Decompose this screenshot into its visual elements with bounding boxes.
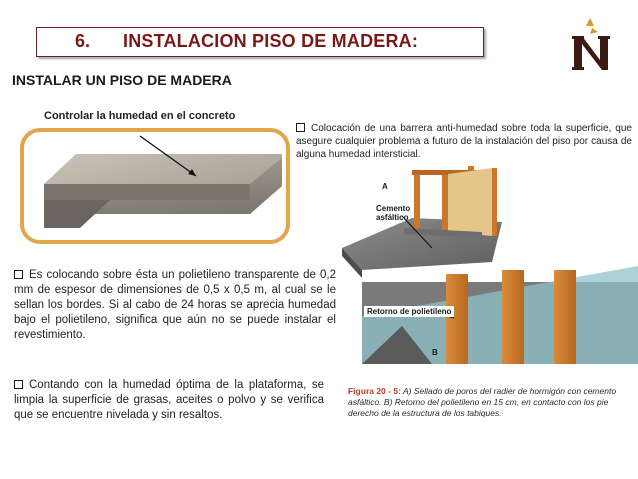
section-number: 6. xyxy=(75,31,91,51)
humidity-figure-caption: Controlar la humedad en el concreto xyxy=(44,110,236,122)
figure-caption-text: A) Sellado de poros del radier de hormigón con cemento asfáltico. B) Retorno del polietileno en 15 cm, en contacto con los pie derecho de la estructura de los tabiques. xyxy=(348,386,617,418)
checkbox-bullet-icon xyxy=(14,380,23,389)
figure-label-cemento: Cemento asfáltico xyxy=(376,204,411,222)
barrier-bullet-text: Colocación de una barrera anti-humedad sobre toda la superficie, que asegure cualquier problema a futuro de la instalación del piso por causa de alguna humedad intersticial. xyxy=(296,123,632,160)
section-heading: INSTALAR UN PISO DE MADERA xyxy=(12,72,232,88)
figure-caption xyxy=(348,386,632,419)
figure-number: Figura 20 - 5: xyxy=(348,386,401,396)
wall-frame-illustration xyxy=(342,166,638,364)
cleaning-bullet xyxy=(14,378,324,423)
logo-n-icon xyxy=(568,16,616,72)
checkbox-bullet-icon xyxy=(296,123,305,132)
figure-label-b: B xyxy=(432,348,438,357)
polyethylene-bullet xyxy=(14,268,336,343)
concrete-slab-illustration xyxy=(20,128,290,244)
slide-title-box xyxy=(36,27,484,57)
cleaning-bullet-text: Contando con la humedad óptima de la plataforma, se limpia la superficie de grasas, aceites o polvo y se verifica que se encuentre nivelada y sin resaltos. xyxy=(14,379,324,421)
checkbox-bullet-icon xyxy=(14,270,23,279)
barrier-bullet xyxy=(296,122,632,161)
figure-label-retorno: Retorno de polietileno xyxy=(364,306,454,317)
polyethylene-bullet-text: Es colocando sobre ésta un polietileno transparente de 0,2 mm de espesor de dimensiones de 0,5 x 0,5 m, al cual se le sellan los bordes. Si al cabo de 24 horas se aprecia humedad bajo el polietileno, significa que aún no se puede instalar el revestimiento. xyxy=(14,269,336,341)
slide-title: INSTALACION PISO DE MADERA: xyxy=(123,31,419,51)
figure-label-a: A xyxy=(382,182,388,191)
